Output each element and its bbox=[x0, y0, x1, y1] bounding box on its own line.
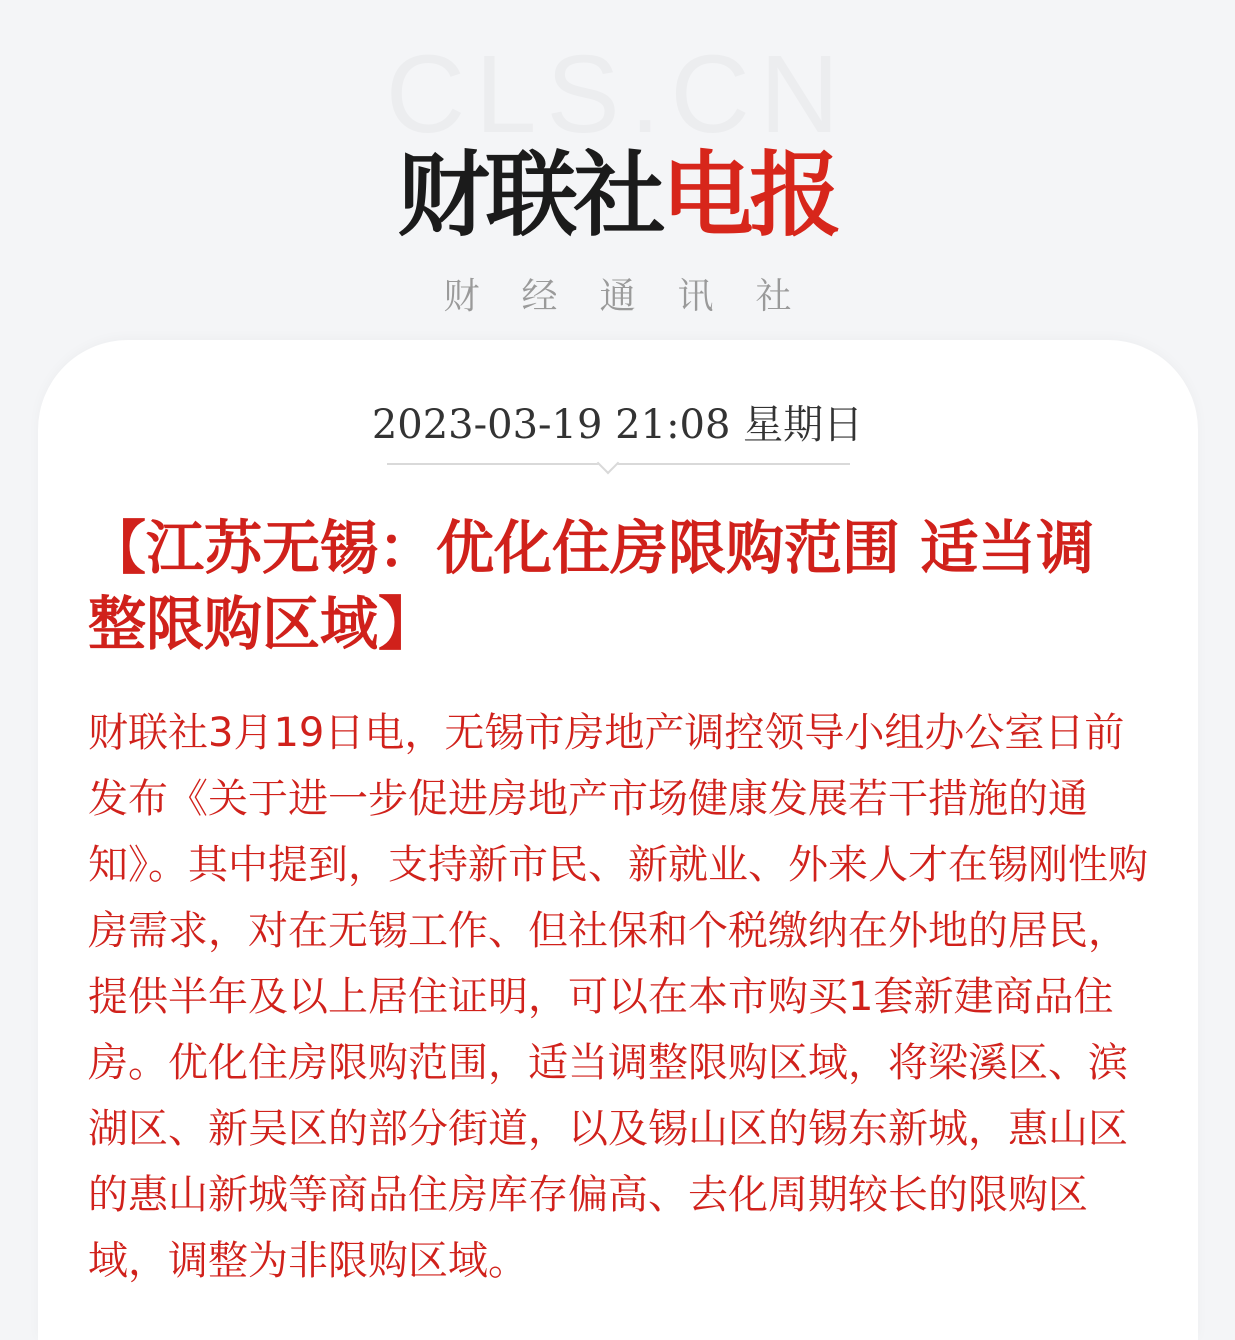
logo-black-text: 财联社 bbox=[397, 142, 662, 249]
article-body: 财联社3月19日电，无锡市房地产调控领导小组办公室日前发布《关于进一步促进房地产市场健康发展若干措施的通知》。其中提到，支持新市民、新就业、外来人才在锡刚性购房需求，对在无锡工作、但社保和个税缴纳在外地的居民，提供半年及以上居住证明，可以在本市购买1套新建商品住房。优化住房限购范围，适当调整限购区域，将梁溪区、滨湖区、新吴区的部分街道，以及锡山区的锡东新城，惠山区的惠山新城等商品住房库存偏高、去化周期较长的限购区域，调整为非限购区域。 bbox=[88, 710, 1148, 1284]
article-datetime: 2023-03-19 21:08 星期日 bbox=[371, 402, 864, 448]
logo bbox=[0, 142, 1235, 249]
logo-red-text: 电报 bbox=[661, 142, 838, 249]
header bbox=[0, 0, 1235, 340]
logo-subtitle: 财经通讯社 bbox=[443, 276, 834, 317]
watermark-text: CLS.CN bbox=[385, 33, 850, 156]
article-headline: 【江苏无锡：优化住房限购范围 适当调整限购区域】 bbox=[88, 514, 1095, 658]
